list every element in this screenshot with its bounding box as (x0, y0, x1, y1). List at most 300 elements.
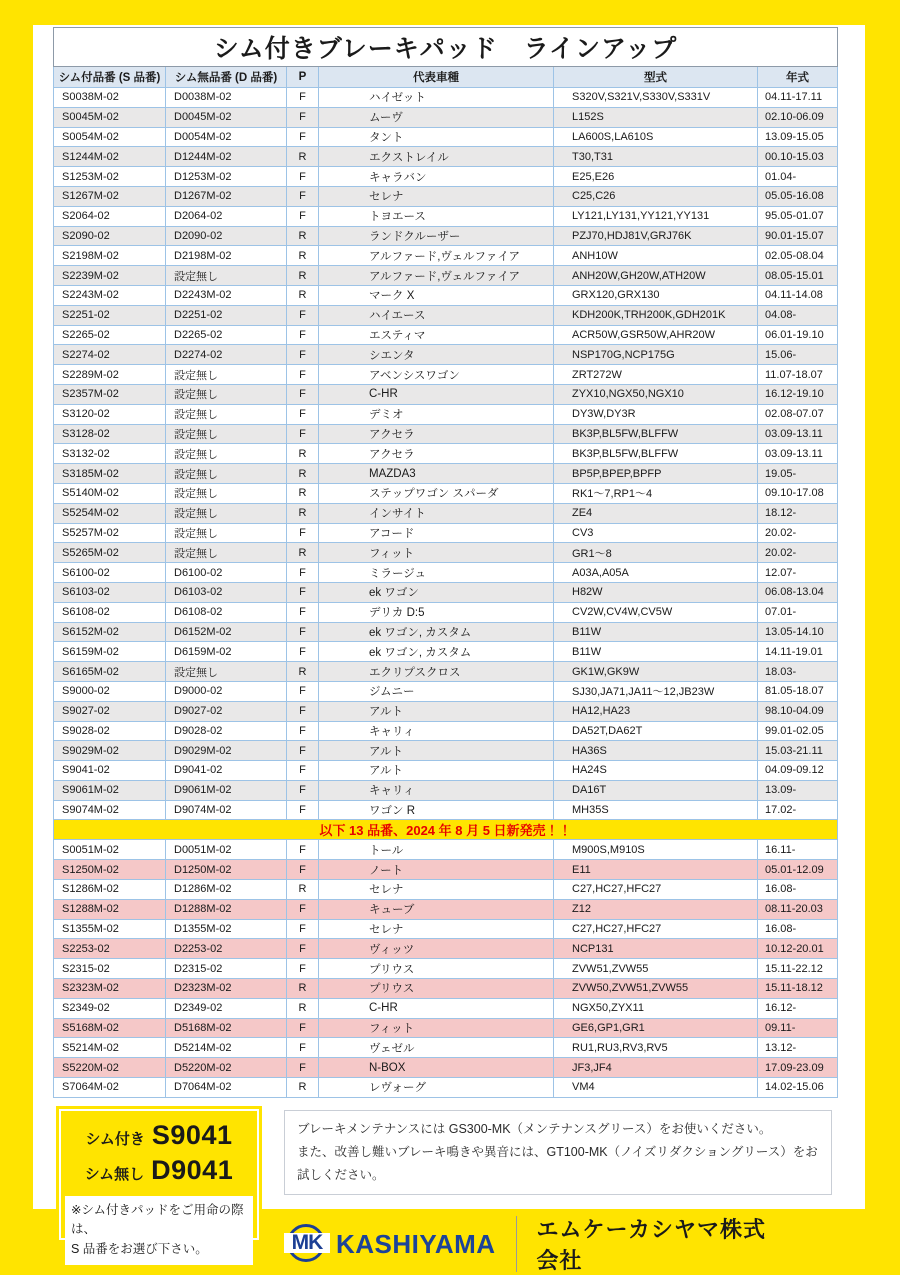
model-code: T30,T31 (554, 147, 758, 167)
vehicle-model: エクストレイル (319, 147, 554, 167)
vehicle-model: アルト (319, 701, 554, 721)
part-row (54, 404, 838, 424)
d-part-number: D1286M-02 (166, 880, 287, 900)
part-row (54, 345, 838, 365)
model-year: 02.05-08.04 (758, 246, 838, 266)
vehicle-model: ワゴン R (319, 800, 554, 820)
col-header-s-part: シム付品番 (S 品番) (54, 67, 166, 88)
model-code: HA24S (554, 761, 758, 781)
vehicle-model: ハイゼット (319, 88, 554, 108)
position: F (287, 919, 319, 939)
vehicle-model: ステップワゴン スパーダ (319, 483, 554, 503)
vehicle-model: ヴィッツ (319, 939, 554, 959)
model-code: ZVW50,ZVW51,ZVW55 (554, 979, 758, 999)
s-part-number: S1253M-02 (54, 167, 166, 187)
d-part-number: D9027-02 (166, 701, 287, 721)
d-part-number: D2253-02 (166, 939, 287, 959)
part-row (54, 919, 838, 939)
vehicle-model: アクセラ (319, 424, 554, 444)
s-part-number: S1267M-02 (54, 186, 166, 206)
position: F (287, 721, 319, 741)
d-part-number: 設定無し (166, 543, 287, 563)
s-part-number: S0051M-02 (54, 840, 166, 860)
model-code: CV3 (554, 523, 758, 543)
part-row (54, 1058, 838, 1078)
position: R (287, 147, 319, 167)
model-year: 15.06- (758, 345, 838, 365)
vehicle-model: キューブ (319, 899, 554, 919)
s-part-number: S9061M-02 (54, 780, 166, 800)
position: F (287, 860, 319, 880)
part-row (54, 840, 838, 860)
part-row (54, 622, 838, 642)
position: F (287, 602, 319, 622)
part-row (54, 483, 838, 503)
part-row (54, 107, 838, 127)
model-year: 04.11-14.08 (758, 285, 838, 305)
s-part-number: S1355M-02 (54, 919, 166, 939)
s-part-number: S1288M-02 (54, 899, 166, 919)
s-part-number: S6100-02 (54, 563, 166, 583)
model-code: BK3P,BL5FW,BLFFW (554, 444, 758, 464)
new-release-banner: 以下 13 品番、2024 年 8 月 5 日新発売！！ (54, 820, 838, 840)
vehicle-model: アコード (319, 523, 554, 543)
model-code: B11W (554, 642, 758, 662)
position: R (287, 285, 319, 305)
s-part-number: S5168M-02 (54, 1018, 166, 1038)
model-code: DA52T,DA62T (554, 721, 758, 741)
column-header-row (54, 67, 838, 88)
model-code: M900S,M910S (554, 840, 758, 860)
part-row (54, 444, 838, 464)
model-year: 02.10-06.09 (758, 107, 838, 127)
col-header-year: 年式 (758, 67, 838, 88)
d-part-number: 設定無し (166, 266, 287, 286)
position: F (287, 167, 319, 187)
position: F (287, 741, 319, 761)
model-code: NGX50,ZYX11 (554, 998, 758, 1018)
main-rows-body (54, 88, 838, 820)
d-part-number: D1288M-02 (166, 899, 287, 919)
position: F (287, 800, 319, 820)
d-part-number: D7064M-02 (166, 1078, 287, 1098)
vehicle-model: アルファード,ヴェルファイア (319, 246, 554, 266)
d-part-number: D5214M-02 (166, 1038, 287, 1058)
vehicle-model: アクセラ (319, 444, 554, 464)
position: R (287, 1078, 319, 1098)
s-part-number: S0038M-02 (54, 88, 166, 108)
d-part-number: D1267M-02 (166, 186, 287, 206)
s-part-number: S5140M-02 (54, 483, 166, 503)
model-year: 98.10-04.09 (758, 701, 838, 721)
s-part-number: S2251-02 (54, 305, 166, 325)
vehicle-model: レヴォーグ (319, 1078, 554, 1098)
position: F (287, 780, 319, 800)
s-part-number: S2349-02 (54, 998, 166, 1018)
model-year: 09.10-17.08 (758, 483, 838, 503)
d-part-number: D0054M-02 (166, 127, 287, 147)
vehicle-model: MAZDA3 (319, 464, 554, 484)
d-part-number: D9028-02 (166, 721, 287, 741)
part-row (54, 424, 838, 444)
s-part-number: S2265-02 (54, 325, 166, 345)
model-code: RK1～7,RP1～4 (554, 483, 758, 503)
model-year: 11.07-18.07 (758, 365, 838, 385)
s-part-number: S9000-02 (54, 681, 166, 701)
model-code: DY3W,DY3R (554, 404, 758, 424)
vehicle-model: C-HR (319, 998, 554, 1018)
model-year: 15.03-21.11 (758, 741, 838, 761)
s-part-number: S5214M-02 (54, 1038, 166, 1058)
position: F (287, 582, 319, 602)
model-year: 14.11-19.01 (758, 642, 838, 662)
part-row (54, 226, 838, 246)
vehicle-model: フィット (319, 543, 554, 563)
s-part-number: S6159M-02 (54, 642, 166, 662)
d-part-number: D9041-02 (166, 761, 287, 781)
d-part-number: 設定無し (166, 483, 287, 503)
model-year: 06.01-19.10 (758, 325, 838, 345)
d-part-number: D5220M-02 (166, 1058, 287, 1078)
s-part-number: S1244M-02 (54, 147, 166, 167)
model-code: C27,HC27,HFC27 (554, 919, 758, 939)
vehicle-model: トール (319, 840, 554, 860)
part-row (54, 384, 838, 404)
model-year: 17.02- (758, 800, 838, 820)
model-year: 16.08- (758, 919, 838, 939)
title-row (54, 28, 838, 67)
vehicle-model: セレナ (319, 919, 554, 939)
model-code: VM4 (554, 1078, 758, 1098)
vehicle-model: ノート (319, 860, 554, 880)
model-year: 95.05-01.07 (758, 206, 838, 226)
d-part-number: 設定無し (166, 384, 287, 404)
vehicle-model: ek ワゴン, カスタム (319, 642, 554, 662)
d-part-number: D9029M-02 (166, 741, 287, 761)
position: F (287, 899, 319, 919)
model-year: 17.09-23.09 (758, 1058, 838, 1078)
vehicle-model: ek ワゴン (319, 582, 554, 602)
model-code: HA36S (554, 741, 758, 761)
model-code: BP5P,BPEP,BPFP (554, 464, 758, 484)
position: F (287, 701, 319, 721)
model-year: 05.05-16.08 (758, 186, 838, 206)
d-part-number: D2243M-02 (166, 285, 287, 305)
model-code: B11W (554, 622, 758, 642)
model-code: PZJ70,HDJ81V,GRJ76K (554, 226, 758, 246)
position: F (287, 325, 319, 345)
vehicle-model: ジムニー (319, 681, 554, 701)
model-code: SJ30,JA71,JA11～12,JB23W (554, 681, 758, 701)
vehicle-model: インサイト (319, 503, 554, 523)
model-code: ZYX10,NGX50,NGX10 (554, 384, 758, 404)
s-part-number: S2243M-02 (54, 285, 166, 305)
model-code: BK3P,BL5FW,BLFFW (554, 424, 758, 444)
mk-kashiyama-logo (284, 1223, 496, 1265)
d-part-number: D6103-02 (166, 582, 287, 602)
d-part-number: D0045M-02 (166, 107, 287, 127)
model-year: 07.01- (758, 602, 838, 622)
model-code: MH35S (554, 800, 758, 820)
model-year: 04.08- (758, 305, 838, 325)
position: R (287, 662, 319, 682)
model-year: 19.05- (758, 464, 838, 484)
part-row (54, 741, 838, 761)
banner-row (54, 820, 838, 840)
model-code: H82W (554, 582, 758, 602)
model-code: ANH10W (554, 246, 758, 266)
position: R (287, 266, 319, 286)
model-year: 04.09-09.12 (758, 761, 838, 781)
s-part-number: S5257M-02 (54, 523, 166, 543)
logo-mk-text: MK (284, 1233, 330, 1253)
model-year: 05.01-12.09 (758, 860, 838, 880)
s-part-number: S6152M-02 (54, 622, 166, 642)
model-year: 13.09-15.05 (758, 127, 838, 147)
model-year: 13.09- (758, 780, 838, 800)
model-year: 13.05-14.10 (758, 622, 838, 642)
part-row (54, 681, 838, 701)
d-part-number: D9061M-02 (166, 780, 287, 800)
s-part-number: S0045M-02 (54, 107, 166, 127)
d-part-number: 設定無し (166, 662, 287, 682)
col-header-model-code: 型式 (554, 67, 758, 88)
vehicle-model: アルト (319, 761, 554, 781)
model-code: ZE4 (554, 503, 758, 523)
part-row (54, 662, 838, 682)
part-row (54, 503, 838, 523)
part-row (54, 266, 838, 286)
banner-body (54, 820, 838, 840)
position: F (287, 622, 319, 642)
position: R (287, 226, 319, 246)
footer (53, 1106, 845, 1275)
s-part-number: S6108-02 (54, 602, 166, 622)
vehicle-model: タント (319, 127, 554, 147)
model-code: ZRT272W (554, 365, 758, 385)
grease-note-line2: また、改善し難いブレーキ鳴きや異音には、GT100-MK（ノイズリダクショングリース）をお試しください。 (297, 1144, 818, 1183)
vehicle-model: ムーヴ (319, 107, 554, 127)
vehicle-model: C-HR (319, 384, 554, 404)
model-code: CV2W,CV4W,CV5W (554, 602, 758, 622)
d-part-number: D0038M-02 (166, 88, 287, 108)
model-code: A03A,A05A (554, 563, 758, 583)
col-header-vehicle: 代表車種 (319, 67, 554, 88)
position: F (287, 761, 319, 781)
position: F (287, 127, 319, 147)
shim-with-label: シム付き (85, 1130, 145, 1148)
page-title: シム付きブレーキパッド ラインアップ (54, 28, 838, 67)
s-part-number: S3120-02 (54, 404, 166, 424)
mk-circle-logo-icon (284, 1223, 330, 1265)
part-row (54, 642, 838, 662)
model-year: 09.11- (758, 1018, 838, 1038)
model-code: GE6,GP1,GR1 (554, 1018, 758, 1038)
vehicle-model: キャリィ (319, 721, 554, 741)
part-row (54, 959, 838, 979)
position: F (287, 88, 319, 108)
model-year: 01.04- (758, 167, 838, 187)
d-part-number: 設定無し (166, 464, 287, 484)
d-part-number: 設定無し (166, 404, 287, 424)
grease-note-line1: ブレーキメンテナンスには GS300-MK（メンテナンスグリース）をお使いください。 (297, 1121, 772, 1136)
s-part-number: S1250M-02 (54, 860, 166, 880)
shim-without-code: D9041 (151, 1154, 234, 1185)
d-part-number: D6100-02 (166, 563, 287, 583)
position: R (287, 503, 319, 523)
model-year: 08.11-20.03 (758, 899, 838, 919)
model-code: ACR50W,GSR50W,AHR20W (554, 325, 758, 345)
grease-note-box (284, 1110, 832, 1195)
s-part-number: S7064M-02 (54, 1078, 166, 1098)
vehicle-model: キャリィ (319, 780, 554, 800)
part-row (54, 780, 838, 800)
position: R (287, 483, 319, 503)
position: F (287, 939, 319, 959)
position: F (287, 959, 319, 979)
part-row (54, 721, 838, 741)
model-code: RU1,RU3,RV3,RV5 (554, 1038, 758, 1058)
s-part-number: S0054M-02 (54, 127, 166, 147)
d-part-number: D2323M-02 (166, 979, 287, 999)
position: R (287, 464, 319, 484)
d-part-number: D1250M-02 (166, 860, 287, 880)
position: F (287, 1058, 319, 1078)
vehicle-model: セレナ (319, 880, 554, 900)
s-part-number: S9027-02 (54, 701, 166, 721)
model-code: C27,HC27,HFC27 (554, 880, 758, 900)
model-code: NCP131 (554, 939, 758, 959)
part-row (54, 206, 838, 226)
d-part-number: D9000-02 (166, 681, 287, 701)
part-row (54, 563, 838, 583)
model-code: NSP170G,NCP175G (554, 345, 758, 365)
vehicle-model: セレナ (319, 186, 554, 206)
position: F (287, 345, 319, 365)
d-part-number: 設定無し (166, 444, 287, 464)
d-part-number: D2349-02 (166, 998, 287, 1018)
content-card (33, 25, 865, 1274)
position: F (287, 404, 319, 424)
d-part-number: 設定無し (166, 365, 287, 385)
position: F (287, 206, 319, 226)
shim-promo-box (56, 1106, 262, 1256)
s-part-number: S2315-02 (54, 959, 166, 979)
s-part-number: S5254M-02 (54, 503, 166, 523)
vehicle-model: ヴェゼル (319, 1038, 554, 1058)
d-part-number: D2090-02 (166, 226, 287, 246)
model-year: 00.10-15.03 (758, 147, 838, 167)
part-row (54, 998, 838, 1018)
s-part-number: S3128-02 (54, 424, 166, 444)
part-row (54, 701, 838, 721)
part-row (54, 860, 838, 880)
s-part-number: S2239M-02 (54, 266, 166, 286)
lineup-table (53, 27, 838, 1098)
vehicle-model: マーク X (319, 285, 554, 305)
vehicle-model: デリカ D:5 (319, 602, 554, 622)
part-row (54, 582, 838, 602)
model-year: 03.09-13.11 (758, 444, 838, 464)
logo-kashiyama-text: KASHIYAMA (336, 1228, 496, 1259)
part-row (54, 1018, 838, 1038)
d-part-number: D2064-02 (166, 206, 287, 226)
position: F (287, 681, 319, 701)
shim-order-note-line1: ※シム付きパッドをご用命の際は、 (71, 1202, 244, 1237)
shim-order-note (65, 1196, 253, 1265)
model-code: HA12,HA23 (554, 701, 758, 721)
model-year: 03.09-13.11 (758, 424, 838, 444)
s-part-number: S6103-02 (54, 582, 166, 602)
part-row (54, 523, 838, 543)
model-code: GR1～8 (554, 543, 758, 563)
position: R (287, 880, 319, 900)
footer-right-column (284, 1106, 845, 1275)
part-row (54, 305, 838, 325)
part-row (54, 1038, 838, 1058)
vehicle-model: シエンタ (319, 345, 554, 365)
d-part-number: D6152M-02 (166, 622, 287, 642)
part-row (54, 1078, 838, 1098)
model-year: 18.03- (758, 662, 838, 682)
model-year: 99.01-02.05 (758, 721, 838, 741)
position: F (287, 523, 319, 543)
model-year: 20.02- (758, 543, 838, 563)
model-year: 90.01-15.07 (758, 226, 838, 246)
d-part-number: D5168M-02 (166, 1018, 287, 1038)
vehicle-model: N-BOX (319, 1058, 554, 1078)
vehicle-model: ミラージュ (319, 563, 554, 583)
part-row (54, 88, 838, 108)
part-row (54, 880, 838, 900)
model-year: 15.11-18.12 (758, 979, 838, 999)
model-code: GRX120,GRX130 (554, 285, 758, 305)
s-part-number: S6165M-02 (54, 662, 166, 682)
part-row (54, 899, 838, 919)
d-part-number: D2315-02 (166, 959, 287, 979)
s-part-number: S9028-02 (54, 721, 166, 741)
position: F (287, 186, 319, 206)
col-header-position: P (287, 67, 319, 88)
model-code: E11 (554, 860, 758, 880)
model-code: Z12 (554, 899, 758, 919)
position: R (287, 979, 319, 999)
vehicle-model: ek ワゴン, カスタム (319, 622, 554, 642)
model-year: 16.11- (758, 840, 838, 860)
shim-with-code: S9041 (151, 1119, 233, 1150)
d-part-number: D9074M-02 (166, 800, 287, 820)
vehicle-model: トヨエース (319, 206, 554, 226)
vehicle-model: プリウス (319, 979, 554, 999)
part-row (54, 761, 838, 781)
model-code: JF3,JF4 (554, 1058, 758, 1078)
s-part-number: S9029M-02 (54, 741, 166, 761)
model-year: 04.11-17.11 (758, 88, 838, 108)
s-part-number: S5220M-02 (54, 1058, 166, 1078)
part-row (54, 186, 838, 206)
position: F (287, 365, 319, 385)
part-row (54, 602, 838, 622)
part-row (54, 979, 838, 999)
model-year: 14.02-15.06 (758, 1078, 838, 1098)
part-row (54, 939, 838, 959)
model-code: GK1W,GK9W (554, 662, 758, 682)
d-part-number: D1253M-02 (166, 167, 287, 187)
model-year: 10.12-20.01 (758, 939, 838, 959)
d-part-number: 設定無し (166, 523, 287, 543)
model-year: 81.05-18.07 (758, 681, 838, 701)
d-part-number: D2251-02 (166, 305, 287, 325)
